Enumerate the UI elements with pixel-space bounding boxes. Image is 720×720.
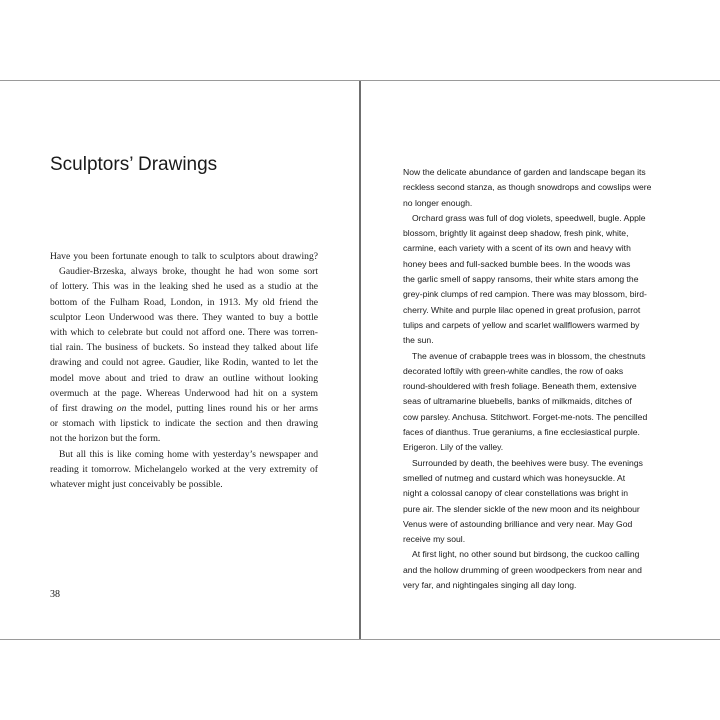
text-line: or stomach with lipstick to indicate the section and then drawing (50, 418, 318, 430)
text-line: But all this is like coming home with yesterday’s newspaper and (59, 448, 318, 460)
text-line: not the horizon but the form. (50, 433, 161, 445)
text-run: of first drawing (50, 403, 117, 415)
chapter-title: Sculptors’ Drawings (50, 154, 218, 175)
text-line: The avenue of crabapple trees was in blossom, the chestnuts (412, 350, 646, 361)
text-line: blossom, brightly lit against deep shadow, fresh pink, white, (403, 228, 629, 239)
page-number: 38 (50, 589, 60, 600)
text-line: and the hollow drumming of green woodpeckers from near and (403, 564, 642, 575)
text-line: Venus were of astounding brilliance and very near. May God (403, 518, 633, 529)
text-line: Gaudier-Brzeska, always broke, thought he had won some sort (59, 266, 318, 278)
text-line: model move about and tried to draw an outline without looking (50, 372, 318, 384)
text-line: At first light, no other sound but birdsong, the cuckoo calling (412, 549, 640, 560)
text-line: the sun. (403, 335, 434, 346)
text-line: drawing and could not agree. Gaudier, like Rodin, wanted to let the (50, 357, 318, 369)
right-page (361, 81, 720, 639)
text-line: Surrounded by death, the beehives were busy. The evenings (412, 457, 643, 468)
left-page-body (50, 249, 318, 492)
text-line: smelled of nutmeg and custard which was honeysuckle. At (403, 472, 626, 483)
emphasis-text: on (116, 403, 127, 415)
text-line: cow parsley. Anchusa. Stitchwort. Forget-me-nots. The pencilled (403, 411, 648, 422)
text-line: sculptor Leon Underwood was there. They wanted to buy a bottle (50, 311, 318, 323)
text-line: the garlic smell of sappy ransoms, their white stars among the (403, 274, 639, 285)
text-line: of lottery. This was in the leaking shed he used as a studio at the (50, 281, 318, 293)
text-line: with which to celebrate but could not afford one. There was torren- (50, 327, 318, 339)
right-page-body (403, 165, 669, 593)
text-line: carmine, each variety with a scent of its own and heavy with (403, 243, 631, 254)
text-line (50, 401, 318, 416)
text-line: very far, and nightingales singing all day long. (403, 580, 577, 591)
text-line: Have you been fortunate enough to talk to sculptors about drawing? (50, 251, 318, 262)
text-line: cherry. White and purple lilac opened in great profusion, parrot (403, 304, 641, 315)
text-line: round-shouldered with fresh foliage. Beneath them, extensive (403, 381, 637, 392)
text-line: overmuch at the page. Whereas Underwood had hit on a system (50, 387, 318, 399)
text-line: no longer enough. (403, 197, 473, 208)
text-line: tial rain. The business of buckets. So instead they talked about life (50, 342, 318, 354)
text-line: whatever might just conceivably be possible. (50, 479, 223, 491)
text-line: decorated loftily with green-white candles, the row of oaks (403, 365, 624, 376)
text-line: faces of dianthus. True geraniums, a fine ecclesiastical purple. (403, 427, 640, 438)
text-line: receive my soul. (403, 534, 466, 545)
text-line: reckless second stanza, as though snowdrops and cowslips were (403, 182, 652, 193)
text-line: Now the delicate abundance of garden and landscape began its (403, 167, 646, 177)
text-line: bottom of the Fulham Road, London, in 1913. My old friend the (50, 296, 318, 308)
text-line: Erigeron. Lily of the valley. (403, 442, 504, 453)
text-line: grey-pink clumps of red campion. There was may blossom, bird- (403, 289, 647, 300)
text-run: the model, putting lines round his or her arms (126, 403, 318, 415)
text-line: pure air. The slender sickle of the new moon and its neighbour (403, 503, 640, 514)
text-line: night a colossal canopy of clear constellations was bright in (403, 488, 628, 499)
text-line: reading it tomorrow. Michelangelo worked at the very extremity of (50, 463, 318, 475)
text-line: seas of ultramarine bluebells, banks of milkmaids, ditches of (403, 396, 632, 407)
text-line: Orchard grass was full of dog violets, speedwell, bugle. Apple (412, 212, 646, 223)
left-page (0, 81, 359, 639)
book-spread (0, 80, 720, 640)
text-line: honey bees and full-sacked bumble bees. In the woods was (403, 258, 631, 269)
text-line: tulips and carpets of yellow and scarlet wallflowers warmed by (403, 319, 640, 330)
